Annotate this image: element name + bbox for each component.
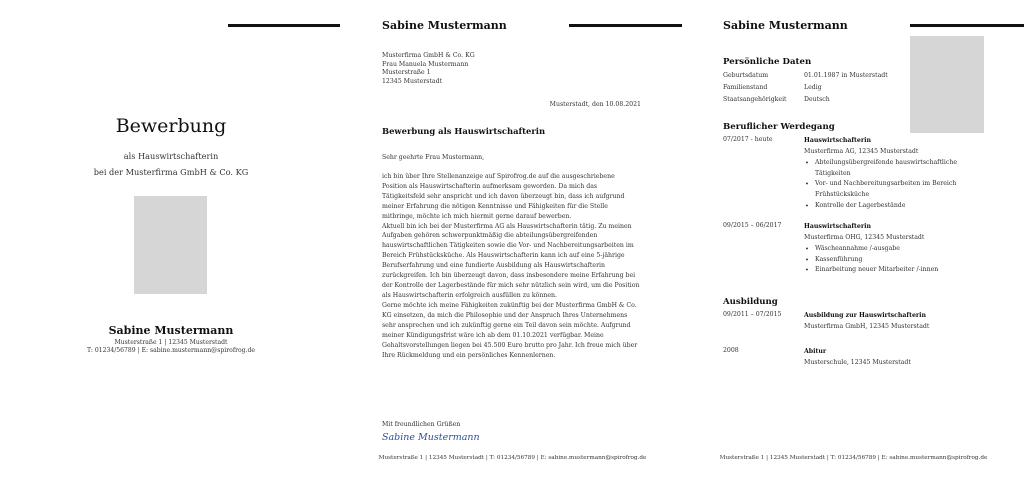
header-rule xyxy=(228,24,340,27)
personal-data-row xyxy=(723,82,903,94)
education-institution: Musterfirma GmbH, 12345 Musterstadt xyxy=(804,322,930,330)
paragraph: ich bin über Ihre Stellenanzeige auf Spirofrog.de auf die ausgeschriebene Position als Hauswirtschafterin aufmerksam geworden. Da mich das Tätigkeitsfeld sehr anspricht und ich davon überzeugt bin, dass ich aufgrund meiner Erfahrung die nötigen Kenntnisse und Fähigkeiten für die Stelle mitbringe, möchte ich mich hiermit gerne darauf bewerben. xyxy=(382,172,625,220)
recipient-line: Musterfirma GmbH & Co. KG xyxy=(382,52,475,59)
personal-data-label: Staatsangehörigkeit xyxy=(723,95,787,103)
career-entry xyxy=(723,222,993,276)
recipient-line: 12345 Musterstadt xyxy=(382,78,443,86)
recipient-line: Musterstraße 1 xyxy=(382,69,431,77)
education-heading: Ausbildung xyxy=(723,297,778,307)
task-item: • Wäscheannahme /-ausgabe xyxy=(804,244,993,255)
personal-data-list xyxy=(723,70,903,105)
salutation: Sehr geehrte Frau Mustermann, xyxy=(382,154,485,161)
letter-subject: Bewerbung als Hauswirtschafterin xyxy=(382,126,546,136)
career-company: Musterfirma AG, 12345 Musterstadt xyxy=(804,147,919,155)
education-entry xyxy=(723,347,993,369)
personal-data-row xyxy=(723,70,903,82)
task-item: • Kontrolle der Lagerbestände xyxy=(804,201,993,212)
career-tasks xyxy=(804,244,993,277)
cover-page xyxy=(0,0,342,482)
education-date: 2008 xyxy=(723,347,739,354)
cover-title: Bewerbung xyxy=(115,115,227,137)
recipient-address xyxy=(382,52,475,87)
recipient-line: Frau Manuela Mustermann xyxy=(382,60,469,68)
career-date: 07/2017 - heute xyxy=(723,136,773,143)
cv-page xyxy=(683,0,1024,482)
cover-letter-page xyxy=(342,0,683,482)
signature: Sabine Mustermann xyxy=(382,432,480,443)
cover-subtitle-position: als Hauswirtschafterin xyxy=(123,151,219,161)
personal-data-label: Geburtsdatum xyxy=(723,72,769,79)
education-date: 09/2011 – 07/2015 xyxy=(723,311,782,318)
header-rule xyxy=(569,24,682,27)
career-title: Hauswirtschafterin xyxy=(804,223,871,230)
education-institution: Musterschule, 12345 Musterstadt xyxy=(804,358,911,366)
task-item: • Abteilungsübergreifende hauswirtschaftliche Tätigkeiten xyxy=(804,158,993,180)
career-date: 09/2015 – 06/2017 xyxy=(723,222,782,229)
personal-data-heading: Persönliche Daten xyxy=(723,57,812,67)
career-tasks xyxy=(804,158,993,212)
cover-applicant-name: Sabine Mustermann xyxy=(108,324,234,337)
education-title: Abitur xyxy=(804,348,827,355)
task-item: • Kassenführung xyxy=(804,255,993,266)
education-title: Ausbildung zur Hauswirtschafterin xyxy=(804,312,926,319)
header-rule xyxy=(910,24,1024,27)
applicant-photo-placeholder xyxy=(910,36,984,133)
career-entry xyxy=(723,136,993,212)
personal-data-row xyxy=(723,94,903,106)
cover-contact: T: 01234/56789 | E: sabine.mustermann@spirofrog.de xyxy=(87,347,255,354)
letter-header-name: Sabine Mustermann xyxy=(382,19,507,32)
place-date: Musterstadt, den 10.08.2021 xyxy=(549,101,641,108)
career-heading: Beruflicher Werdegang xyxy=(723,122,835,132)
cv-header-name: Sabine Mustermann xyxy=(723,19,848,32)
paragraph: Gerne möchte ich meine Fähigkeiten zukünftig bei der Musterfirma GmbH & Co. KG einsetzen, da mich die Philosophie und der Anspruch Ihres Unternehmens sehr ansprechen und ich zukünftig gerne ein Teil davon sein möchte. Aufgrund meiner Kündigungsfrist wäre ich ab dem 01.10.2021 verfügbar. Meine Gehaltsvorstellungen liegen bei 45.500 Euro brutto pro Jahr. Ich freue mich über Ihre Rückmeldung und ein persönliches Kennenlernen. xyxy=(382,301,638,359)
career-title: Hauswirtschafterin xyxy=(804,137,871,144)
letter-footer: Musterstraße 1 | 12345 Musterstadt | T: 01234/56789 | E: sabine.mustermann@spirofrog.de xyxy=(378,455,647,461)
closing: Mit freundlichen Grüßen xyxy=(382,421,461,428)
education-entry xyxy=(723,311,993,333)
cover-subtitle-company: bei der Musterfirma GmbH & Co. KG xyxy=(93,167,249,177)
career-company: Musterfirma OHG, 12345 Musterstadt xyxy=(804,233,925,241)
personal-data-value: Ledig xyxy=(804,83,822,91)
personal-data-value: Deutsch xyxy=(804,95,830,103)
cv-footer: Musterstraße 1 | 12345 Musterstadt | T: 01234/56789 | E: sabine.mustermann@spirofrog.de xyxy=(719,455,988,461)
task-item: • Einarbeitung neuer Mitarbeiter /-innen xyxy=(804,265,993,276)
applicant-photo-placeholder xyxy=(134,196,207,294)
personal-data-label: Familienstand xyxy=(723,83,768,91)
letter-body xyxy=(382,153,640,360)
task-item: • Vor- und Nachbereitungsarbeiten im Bereich Frühstücksküche xyxy=(804,179,993,201)
paragraph: Aktuell bin ich bei der Musterfirma AG als Hauswirtschafterin tätig. Zu meinen Aufgaben gehören schwerpunktmäßig die abteilungsübergreifenden hauswirtschaftlichen Tätigkeiten sowie die Vor- und Nachbereitungsarbeiten im Bereich Frühstücksküche. Als Hauswirtschafterin kann ich auf eine 5-jährige Berufserfahrung und eine fundierte Ausbildung als Hauswirtschafterin zurückgreifen. Ich bin überzeugt davon, dass insbesondere meine Erfahrung bei der Kontrolle der Lagerbestände für mich sehr nützlich sein wird, um die Position als Hauswirtschafterin erfolgreich ausfüllen zu können. xyxy=(382,222,640,299)
personal-data-value: 01.01.1987 in Musterstadt xyxy=(804,72,888,79)
cover-address: Musterstraße 1 | 12345 Musterstadt xyxy=(114,339,228,346)
